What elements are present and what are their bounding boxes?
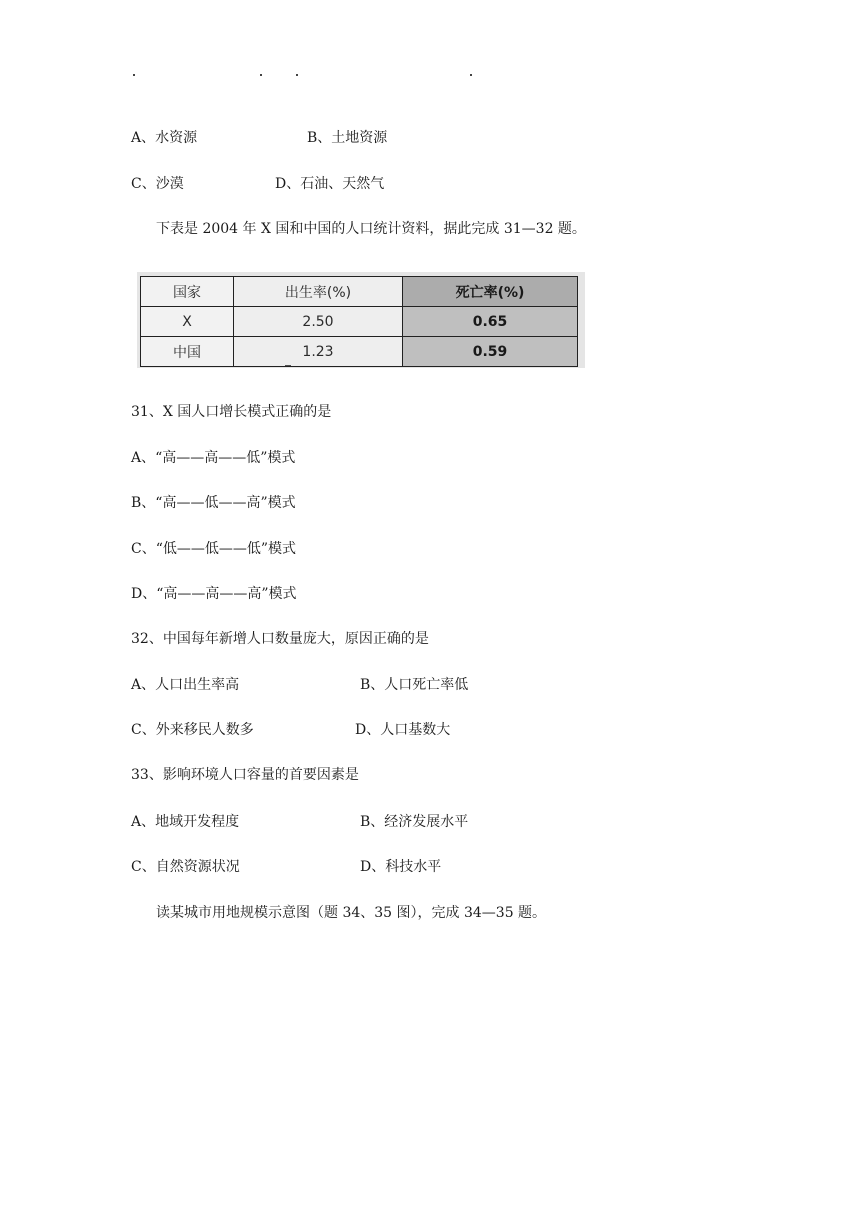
q33-option-d: D、科技水平 bbox=[360, 859, 442, 875]
q33-option-c: C、自然资源状况 bbox=[131, 859, 240, 875]
table-cell: 2.50 bbox=[234, 307, 403, 337]
scan-dot bbox=[260, 74, 262, 76]
table-row bbox=[141, 337, 578, 367]
scan-dot bbox=[296, 74, 298, 76]
table-cell: 0.65 bbox=[403, 307, 578, 337]
q32-option-c: C、外来移民人数多 bbox=[131, 722, 254, 738]
scan-dot bbox=[133, 74, 135, 76]
q33-option-a: A、地域开发程度 bbox=[131, 814, 240, 830]
q31-option-d: D、“高——高——高”模式 bbox=[131, 586, 297, 602]
population-table bbox=[140, 276, 578, 367]
q32-option-a: A、人口出生率高 bbox=[131, 677, 240, 693]
q33-stem: 33、影响环境人口容量的首要因素是 bbox=[131, 767, 359, 783]
q32-option-d: D、人口基数大 bbox=[355, 722, 451, 738]
q31-stem: 31、X 国人口增长模式正确的是 bbox=[131, 404, 332, 420]
intro-31-32: 下表是 2004 年 X 国和中国的人口统计资料，据此完成 31—32 题。 bbox=[156, 221, 586, 237]
q30-option-a: A、水资源 bbox=[131, 130, 198, 146]
table-cell: 0.59 bbox=[403, 337, 578, 367]
q31-option-c: C、“低——低——低”模式 bbox=[131, 541, 297, 557]
table-row bbox=[141, 307, 578, 337]
table-cell: 1.23 bbox=[234, 337, 403, 367]
q30-option-b: B、土地资源 bbox=[307, 130, 388, 146]
scan-mark bbox=[285, 365, 291, 366]
table-header-death-rate: 死亡率(%) bbox=[403, 277, 578, 307]
table-cell: X bbox=[141, 307, 234, 337]
q31-option-b: B、“高——低——高”模式 bbox=[131, 495, 296, 511]
population-table-image bbox=[137, 272, 585, 368]
q33-option-b: B、经济发展水平 bbox=[360, 814, 469, 830]
q32-option-b: B、人口死亡率低 bbox=[360, 677, 469, 693]
table-header-row bbox=[141, 277, 578, 307]
intro-34-35: 读某城市用地规模示意图（题 34、35 图），完成 34—35 题。 bbox=[156, 905, 547, 921]
table-header-birth-rate: 出生率(%) bbox=[234, 277, 403, 307]
q32-stem: 32、中国每年新增人口数量庞大，原因正确的是 bbox=[131, 631, 429, 647]
table-header-country: 国家 bbox=[141, 277, 234, 307]
scan-dot bbox=[470, 74, 472, 76]
q30-option-c: C、沙漠 bbox=[131, 176, 184, 192]
table-cell: 中国 bbox=[141, 337, 234, 367]
q30-option-d: D、石油、天然气 bbox=[275, 176, 385, 192]
q31-option-a: A、“高——高——低”模式 bbox=[131, 450, 296, 466]
